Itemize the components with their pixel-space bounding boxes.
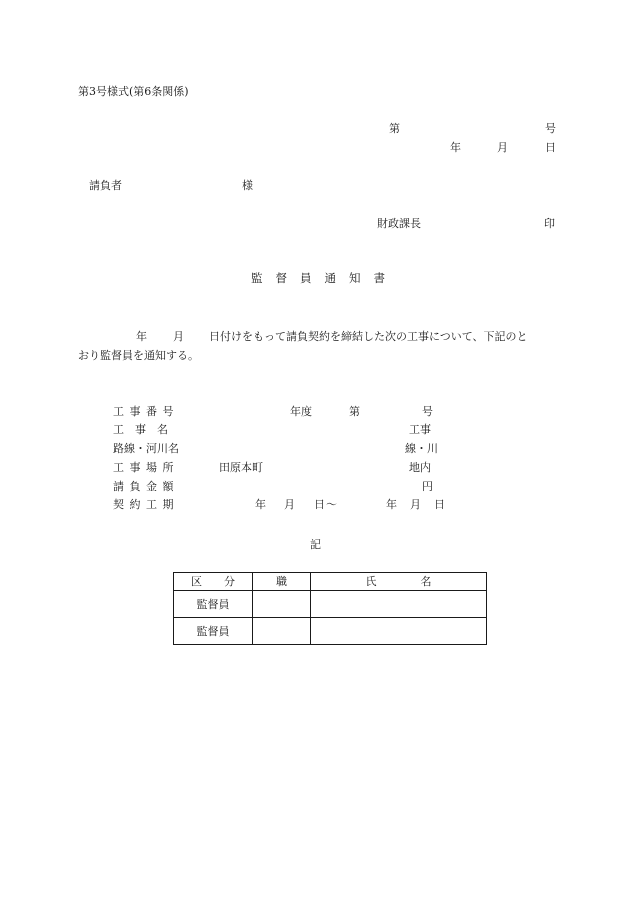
work-number-dai: 第 <box>349 405 360 418</box>
issuer-title: 財政課長 <box>377 217 421 230</box>
work-name-suffix: 工事 <box>409 423 431 436</box>
cell-category: 監督員 <box>174 591 253 618</box>
date-day: 日 <box>545 141 556 154</box>
work-number-go: 号 <box>422 405 433 418</box>
period-start-day: 日 <box>314 498 325 511</box>
cell-name <box>311 591 487 618</box>
ki-label: 記 <box>310 538 321 551</box>
body-month: 月 <box>173 330 184 343</box>
cell-position <box>253 591 311 618</box>
period-label: 契 約 工 期 <box>113 498 175 511</box>
route-label: 路線・河川名 <box>113 442 179 455</box>
header-position: 職 <box>253 573 311 591</box>
table-row <box>174 618 487 645</box>
work-number-nendo: 年度 <box>290 405 312 418</box>
recipient-label: 請負者 <box>89 179 122 192</box>
amount-suffix: 円 <box>422 480 433 493</box>
period-tilde: 〜 <box>326 498 337 511</box>
cell-category: 監督員 <box>174 618 253 645</box>
date-year: 年 <box>450 141 461 154</box>
period-end-month: 月 <box>410 498 421 511</box>
period-end-year: 年 <box>386 498 397 511</box>
amount-label: 請 負 金 額 <box>113 480 175 493</box>
recipient-honorific: 様 <box>242 179 253 192</box>
work-name-label: 工 事 名 <box>113 423 168 436</box>
table-row <box>174 591 487 618</box>
title-char: 通 <box>324 271 336 285</box>
period-end-day: 日 <box>434 498 445 511</box>
cell-name <box>311 618 487 645</box>
issuer-seal: 印 <box>544 217 555 230</box>
table-header-row <box>174 573 487 591</box>
supervisor-table <box>173 572 487 645</box>
location-label: 工 事 場 所 <box>113 461 175 474</box>
period-start-month: 月 <box>284 498 295 511</box>
work-number-label: 工 事 番 号 <box>113 405 175 418</box>
date-month: 月 <box>497 141 508 154</box>
body-line1: 日付けをもって請負契約を締結した次の工事について、下記のと <box>209 330 528 343</box>
header-name: 氏 名 <box>311 573 487 591</box>
body-year: 年 <box>136 330 147 343</box>
title-char: 員 <box>300 271 312 285</box>
document-title <box>251 273 385 285</box>
doc-number-suffix: 号 <box>545 122 556 135</box>
period-start-year: 年 <box>255 498 266 511</box>
doc-number-prefix: 第 <box>389 122 400 135</box>
location-suffix: 地内 <box>409 461 431 474</box>
title-char: 書 <box>373 271 385 285</box>
cell-position <box>253 618 311 645</box>
location-value: 田原本町 <box>219 461 263 474</box>
header-category: 区 分 <box>174 573 253 591</box>
form-label: 第3号様式(第6条関係) <box>78 85 189 98</box>
title-char: 知 <box>349 271 361 285</box>
route-suffix: 線・川 <box>405 442 438 455</box>
title-char: 監 <box>251 271 263 285</box>
title-char: 督 <box>275 271 287 285</box>
body-line2: おり監督員を通知する。 <box>78 349 199 362</box>
